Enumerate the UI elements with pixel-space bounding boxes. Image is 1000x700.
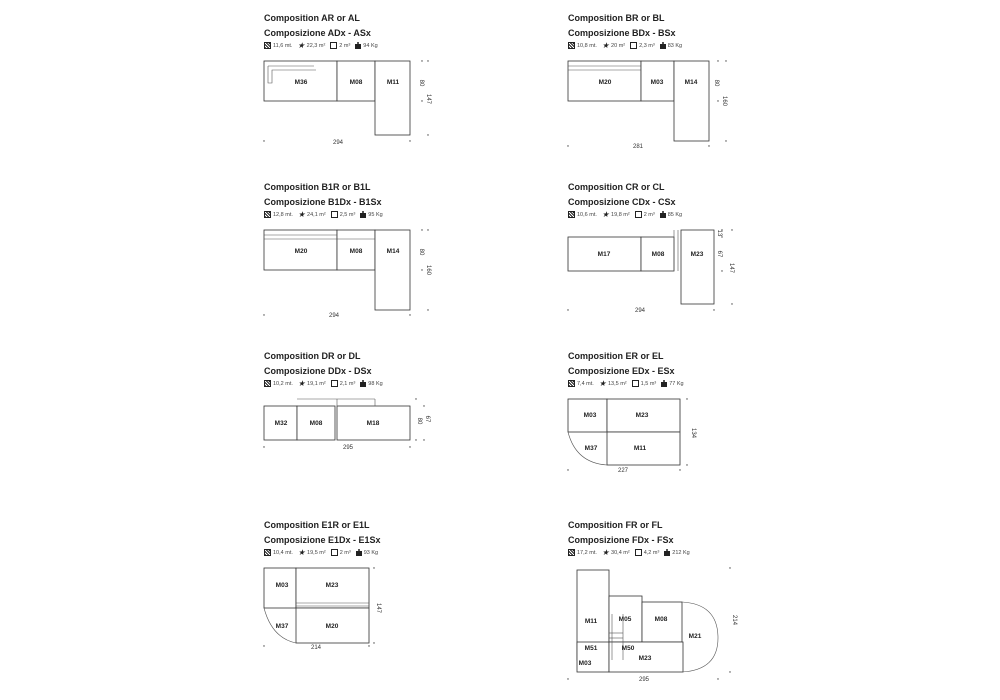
composition-title: Composition CR or CL xyxy=(568,182,665,192)
composition-diagram xyxy=(568,520,748,690)
spec-length-value: 10,8 mt. xyxy=(577,42,597,49)
spec-volume-value: 2,3 m³ xyxy=(639,42,655,49)
composition-diagram xyxy=(568,182,748,352)
spec-weight-value: 83 Kg xyxy=(667,42,683,49)
spec-area-value: 22,3 m² xyxy=(306,42,326,49)
dimension-tick xyxy=(263,446,264,447)
composition-title: Composition E1R or E1L xyxy=(264,520,370,530)
dimension-tick xyxy=(717,678,718,679)
spec-weight-value: 94 Kg xyxy=(363,42,378,49)
dimension-tick xyxy=(729,671,730,672)
dimension-tick xyxy=(421,229,422,230)
spec-weight-value: 95 Kg xyxy=(368,211,383,218)
composition-subtitle: Composizione FDx - FSx xyxy=(568,535,674,545)
composition-block xyxy=(568,520,808,683)
composition-subtitle: Composizione ADx - ASx xyxy=(264,28,371,38)
dimension-label-width: 214 xyxy=(310,645,322,651)
composition-block xyxy=(264,13,504,173)
dimension-tick xyxy=(263,314,264,315)
dimension-tick xyxy=(686,398,687,399)
dimension-tick xyxy=(717,60,718,61)
module-outline xyxy=(674,61,709,141)
module-label: M23 xyxy=(690,251,704,258)
dimension-tick xyxy=(567,678,568,679)
module-label: M17 xyxy=(597,251,611,258)
dimension-tick xyxy=(721,270,722,271)
module-label: M08 xyxy=(349,79,363,86)
dimension-tick xyxy=(409,314,410,315)
spec-length-value: 17,2 mt. xyxy=(577,549,597,556)
spec-volume-value: 4,2 m³ xyxy=(643,549,660,556)
star-icon: ★ xyxy=(601,210,610,219)
spec-volume-value: 2,5 m³ xyxy=(339,211,356,218)
dimension-label-depth: 80 xyxy=(713,79,719,87)
dimension-label-height: 147 xyxy=(375,602,381,614)
dimension-tick xyxy=(567,469,568,470)
spec-volume-value: 1,5 m³ xyxy=(640,380,657,387)
dimension-tick xyxy=(679,469,680,470)
spec-area-value: 19,5 m² xyxy=(307,549,326,556)
module-label: M20 xyxy=(325,623,339,630)
composition-diagram xyxy=(568,13,748,183)
spec-weight-value: 212 Kg xyxy=(672,549,690,556)
dimension-tick xyxy=(717,100,718,101)
dimension-tick xyxy=(725,60,726,61)
star-icon: ★ xyxy=(297,379,306,388)
dimension-label-depth: 80 xyxy=(418,79,424,87)
dimension-tick xyxy=(421,100,422,101)
module-label: M14 xyxy=(684,79,698,86)
spec-volume-value: 2,1 m³ xyxy=(339,380,356,387)
dimension-label-width: 294 xyxy=(634,308,646,314)
spec-length-value: 10,4 mt. xyxy=(273,549,293,556)
dimension-label-depth: 80 xyxy=(418,248,424,256)
star-icon: ★ xyxy=(601,548,610,557)
star-icon: ★ xyxy=(297,210,306,219)
dimension-label-depth: 67 xyxy=(716,250,722,258)
composition-diagram xyxy=(264,182,444,352)
dimension-tick xyxy=(263,140,264,141)
module-label: M37 xyxy=(584,445,598,452)
spec-volume-value: 2 m³ xyxy=(339,42,351,49)
module-label: M18 xyxy=(366,420,380,427)
spec-volume-value: 2 m³ xyxy=(339,549,351,556)
dimension-label-width: 295 xyxy=(638,677,650,683)
dimension-tick xyxy=(731,303,732,304)
dimension-tick xyxy=(409,140,410,141)
dimension-tick xyxy=(427,60,428,61)
spec-length-value: 12,8 mt. xyxy=(273,211,293,218)
dimension-label-width: 227 xyxy=(617,468,629,474)
spec-area-value: 24,1 m² xyxy=(307,211,326,218)
module-label: M36 xyxy=(294,79,308,86)
spec-area-value: 30,4 m² xyxy=(611,549,630,556)
dimension-tick xyxy=(263,645,264,646)
composition-title: Composition BR or BL xyxy=(568,13,665,23)
dimension-label-width: 295 xyxy=(342,445,354,451)
dimension-tick xyxy=(423,405,424,406)
dimension-tick xyxy=(409,446,410,447)
composition-block xyxy=(264,351,504,511)
composition-diagram xyxy=(264,351,444,521)
spec-volume-value: 2 m³ xyxy=(643,211,655,218)
composition-subtitle: Composizione E1Dx - E1Sx xyxy=(264,535,381,545)
spec-length-value: 7,4 mt. xyxy=(577,380,594,387)
dimension-tick xyxy=(427,134,428,135)
composition-title: Composition DR or DL xyxy=(264,351,361,361)
composition-title: Composition B1R or B1L xyxy=(264,182,371,192)
dimension-tick xyxy=(421,60,422,61)
module-label: M14 xyxy=(386,248,400,255)
spec-weight-value: 93 Kg xyxy=(363,549,379,556)
module-label: M08 xyxy=(309,420,323,427)
spec-area-value: 13,5 m² xyxy=(607,380,627,387)
spec-area-value: 20 m² xyxy=(611,42,626,49)
dimension-label-height: 160 xyxy=(721,95,727,107)
star-icon: ★ xyxy=(598,379,606,388)
dimension-label-height: 67 xyxy=(424,415,430,423)
module-label: M03 xyxy=(578,660,592,667)
dimension-label-height: 147 xyxy=(728,262,734,274)
dimension-tick xyxy=(725,140,726,141)
dimension-label-width: 294 xyxy=(328,313,340,319)
star-icon: ★ xyxy=(297,41,305,50)
module-label: M03 xyxy=(275,582,289,589)
module-label: M11 xyxy=(584,618,598,625)
dimension-label-extra: 13 xyxy=(716,229,722,237)
dimension-tick xyxy=(423,439,424,440)
module-label: M08 xyxy=(349,248,363,255)
dimension-tick xyxy=(368,645,369,646)
module-label: M23 xyxy=(635,412,649,419)
composition-subtitle: Composizione BDx - BSx xyxy=(568,28,676,38)
composition-diagram xyxy=(264,520,444,690)
dimension-tick xyxy=(713,309,714,310)
dimension-tick xyxy=(415,439,416,440)
dimension-tick xyxy=(415,398,416,399)
dimension-tick xyxy=(729,567,730,568)
dimension-label-height: 214 xyxy=(731,614,737,626)
dimension-label-width: 281 xyxy=(632,144,644,150)
dimension-tick xyxy=(708,145,709,146)
module-label: M11 xyxy=(386,79,400,86)
module-label: M08 xyxy=(654,616,668,623)
dimension-label-height: 147 xyxy=(425,93,431,105)
spec-weight-value: 85 Kg xyxy=(667,211,683,218)
composition-diagram xyxy=(568,351,748,521)
module-label: M03 xyxy=(650,79,664,86)
module-label: M03 xyxy=(583,412,597,419)
composition-diagram xyxy=(264,13,444,183)
module-label: M50 xyxy=(621,645,635,652)
module-label: M23 xyxy=(638,655,652,662)
composition-block xyxy=(568,182,808,342)
dimension-label-width: 294 xyxy=(332,140,344,146)
spec-weight-value: 98 Kg xyxy=(368,380,383,387)
dimension-tick xyxy=(686,464,687,465)
composition-title: Composition AR or AL xyxy=(264,13,360,23)
module-label: M23 xyxy=(325,582,339,589)
module-label: M32 xyxy=(274,420,288,427)
module-outline xyxy=(375,230,410,310)
dimension-label-depth: 80 xyxy=(416,417,422,425)
composition-subtitle: Composizione EDx - ESx xyxy=(568,366,675,376)
module-outline xyxy=(375,61,410,135)
module-label: M51 xyxy=(584,645,598,652)
dimension-tick xyxy=(373,567,374,568)
module-label: M08 xyxy=(651,251,665,258)
spec-area-value: 19,1 m² xyxy=(307,380,326,387)
module-outline xyxy=(681,230,714,304)
module-label: M05 xyxy=(618,616,632,623)
dimension-tick xyxy=(731,229,732,230)
module-label: M11 xyxy=(633,445,647,452)
composition-block xyxy=(568,13,808,173)
module-label: M20 xyxy=(294,248,308,255)
composition-block xyxy=(264,520,504,680)
composition-subtitle: Composizione B1Dx - B1Sx xyxy=(264,197,382,207)
dimension-tick xyxy=(567,145,568,146)
module-label: M21 xyxy=(688,633,702,640)
dimension-tick xyxy=(567,309,568,310)
dimension-label-height: 160 xyxy=(425,264,431,276)
star-icon: ★ xyxy=(297,548,306,557)
spec-weight-value: 77 Kg xyxy=(669,380,684,387)
dimension-tick xyxy=(373,642,374,643)
spec-area-value: 19,8 m² xyxy=(611,211,630,218)
dimension-tick xyxy=(721,236,722,237)
dimension-tick xyxy=(427,309,428,310)
composition-title: Composition ER or EL xyxy=(568,351,664,361)
composition-title: Composition FR or FL xyxy=(568,520,663,530)
dimension-tick xyxy=(427,229,428,230)
composition-block xyxy=(264,182,504,342)
composition-subtitle: Composizione CDx - CSx xyxy=(568,197,676,207)
dimension-tick xyxy=(421,269,422,270)
composition-block xyxy=(568,351,808,511)
composition-subtitle: Composizione DDx - DSx xyxy=(264,366,372,376)
module-label: M37 xyxy=(275,623,289,630)
spec-length-value: 10,6 mt. xyxy=(577,211,597,218)
dimension-label-height: 134 xyxy=(690,427,696,439)
star-icon: ★ xyxy=(601,41,610,50)
spec-length-value: 11,6 mt. xyxy=(273,42,293,49)
spec-length-value: 10,2 mt. xyxy=(273,380,293,387)
module-label: M20 xyxy=(598,79,612,86)
